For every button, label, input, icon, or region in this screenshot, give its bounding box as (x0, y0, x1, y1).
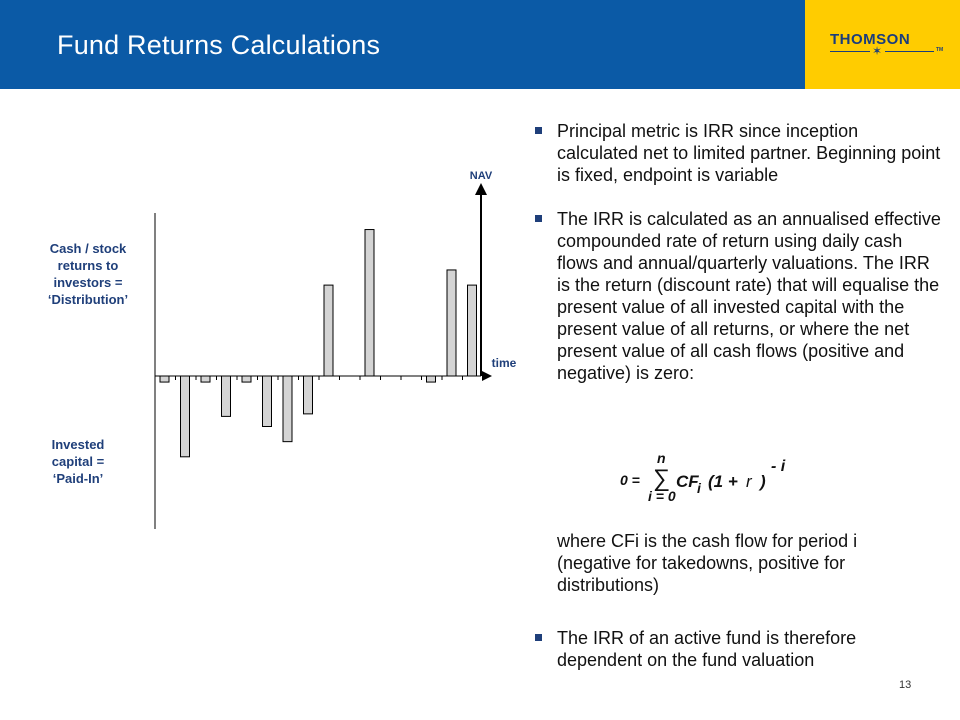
sigma-symbol: ∑ (653, 465, 671, 492)
bullet-text: The IRR of an active fund is therefore dependent on the fund valuation (557, 628, 857, 670)
paid-in-bar (242, 376, 251, 382)
time-arrow-icon (482, 371, 492, 381)
paid-in-bar (222, 376, 231, 416)
formula-cf: CF (676, 472, 699, 491)
formula-r: r (746, 472, 752, 491)
thomson-logo (805, 0, 960, 89)
paid-in-bar (304, 376, 313, 414)
nav-label: NAV (469, 170, 493, 182)
logo-line-left (830, 51, 870, 52)
paid-in-bar (181, 376, 190, 457)
formula-upper-limit: n (657, 450, 666, 466)
bullet-square-icon (535, 215, 542, 222)
logo-line-right (885, 51, 934, 52)
formula-paren: (1 + (708, 472, 738, 491)
paid-in-bar (201, 376, 210, 382)
paid-in-bar (427, 376, 436, 382)
formula-exponent: - i (771, 458, 786, 475)
time-label: time (491, 356, 517, 370)
paid-in-bar (263, 376, 272, 427)
distribution-bar (447, 270, 456, 376)
bullet-item (533, 627, 943, 671)
bullet-list (533, 120, 943, 384)
logo-star-icon: ✶ (872, 44, 883, 58)
formula-lower-limit: i = 0 (648, 488, 676, 504)
bullet-item (533, 208, 943, 384)
logo-wordmark: THOMSON (830, 31, 911, 48)
paid-in-bar (283, 376, 292, 442)
formula-lhs: 0 = (620, 472, 640, 488)
bullet-text: Principal metric is IRR since inception calculated net to limited partner. Beginning point is fixed, endpoint is variable (557, 121, 941, 185)
bullet-square-icon (535, 634, 542, 641)
logo-trademark: TM (936, 47, 944, 53)
paid-in-bar (160, 376, 169, 382)
distribution-bar (468, 285, 477, 376)
distribution-bar (324, 285, 333, 376)
formula-subscript: i (697, 480, 701, 496)
bullet-list-bottom (533, 627, 943, 671)
distribution-label: Cash / stock returns to investors = ‘Distribution’ (47, 241, 129, 307)
bullet-square-icon (535, 127, 542, 134)
page-number: 13 (899, 679, 912, 691)
distribution-bar (365, 230, 374, 376)
formula-note: where CFi is the cash flow for period i (negative for takedowns, positive for distributions) (557, 531, 858, 595)
page-title: Fund Returns Calculations (57, 30, 381, 60)
formula-close: ) (760, 472, 766, 491)
header-bar (0, 0, 960, 89)
bullet-item (533, 120, 943, 186)
cash-flow-bars (160, 230, 477, 457)
paid-in-label: Invested capital = ‘Paid-In’ (51, 437, 105, 486)
bullet-text: The IRR is calculated as an annualised effective compounded rate of return using daily cash flows and annual/quarterly valuations. The IRR is the return (discount rate) that will equalise the present value of all invested capital with the present value of all returns, or where the net present value of all cash flows (positive and negative) is zero: (557, 209, 941, 383)
irr-formula (620, 450, 820, 505)
